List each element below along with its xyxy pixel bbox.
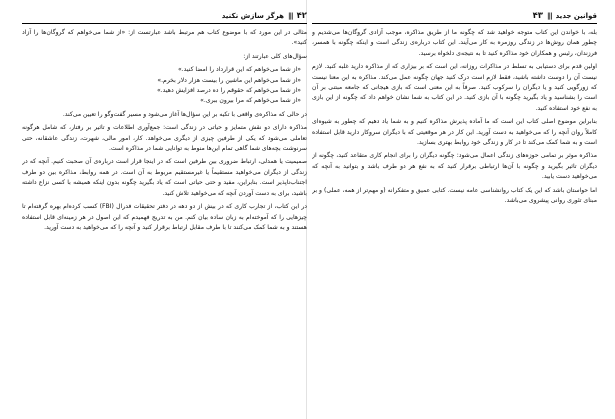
- paragraph: در حالی که مذاکره‌ی واقعی با تکیه بر این سؤال‌ها آغاز می‌شود و مسیر گفت‌وگو را تعیین می‌کند.: [62, 110, 307, 118]
- list-item: « از شما می‌خواهم که مرا بیرون ببری. »: [22, 96, 301, 106]
- paragraph: مذاکره موثر بر تمامی حوزه‌های زندگی اعمال می‌شود: چگونه دیگران را برای انجام کاری متقاعد کنید، چگونه از دیگران تاثیر بگیرید و چگونه با آن‌ها ارتباطی برقرار کنید که به نفع هر دو طرف باشد و بتوانید به آنچه که می‌خواهید دست یابید.: [312, 152, 597, 181]
- right-page-header: [312, 6, 597, 24]
- paragraph: اما حواستان باشد که این یک کتاب روانشناسی عامه نیست. کتابی عمیق و متفکرانه (و مهم‌تر از همه، عملی) و بر مبنای تئوری روانی پیشروی می‌باشد.: [312, 186, 597, 205]
- paragraph: صمیمیت یا همدلی، ارتباط ضروری بین طرفین است که در اینجا قرار است درباره‌ی آن صحبت کنیم. آنچه که در زندگی از دیگران می‌خواهید مستقیماً یا غیرمستقیم مربوط به آن است. در همه روابط، مذاکره بین دو طرف اجتناب‌ناپذیر است. بنابراین، مفید و حتی حیاتی است که یاد بگیرید چگونه بدون اینکه همیشه با کسی نزاع داشته باشید، برای به دست آوردن آنچه که می‌خواهید تلاش کنید.: [22, 158, 307, 197]
- paragraph: سؤال‌های کلی عبارتند از:: [243, 52, 307, 60]
- right-page-body: [312, 28, 597, 207]
- paragraph: بنابراین موضوع اصلی کتاب این است که ما آماده پذیرش مذاکره کنیم و به شما یاد دهیم که چطور به شیوه‌ای کاملاً روان آنچه را که می‌خواهید به دست آورید. این کار در هر موقعیتی که با دیگران سروکار دارید قابل استفاده است و به شما کمک می‌کند تا در کار و زندگی خود روابط بهتری بسازید.: [312, 118, 597, 147]
- right-page-number: ۴۳: [532, 11, 543, 21]
- left-page: [22, 0, 307, 419]
- right-page: [312, 0, 597, 419]
- question-list: [22, 65, 307, 107]
- paragraph: مثالی در این مورد که با موضوع کتاب هم مرتبط باشد عبارتست از: «از شما می‌خواهم که گروگان‌ها را آزاد کنید».: [22, 29, 307, 47]
- list-item: « از شما می‌خواهم این ماشین را بیست هزار دلار بخرم. »: [22, 76, 301, 86]
- paragraph: بله، با خواندن این کتاب متوجه خواهید شد که چگونه ما از طریق مذاکره، موجب آزادی گروگان‌ها می‌شدیم و چطور همان روش‌ها در زندگی روزمره به کار می‌آیند. این کتاب درباره‌ی زندگی است و اینکه چگونه با همسر، فرزندان، رئیس و همکاران خود مذاکره کنید تا به نتیجه‌ی دلخواه برسید.: [312, 29, 597, 57]
- header-separator: |||: [546, 12, 552, 20]
- paragraph: اولین قدم برای دستیابی به تسلط در مذاکرات روزانه، این است که بر بیزاری که از مذاکره دارید غلبه کنید. لازم نیست آن را دوست داشته باشید، فقط لازم است درک کنید جهان چگونه عمل می‌کند. مذاکره به این معنا نیست که زورگویی کنید و یا دیگران را سرکوب کنید. صرفاً به این معنی است که بازی هیجانی که جامعه مبتنی بر آن است را بشناسید و یاد بگیرید چگونه با آن بازی کنید. در این کتاب به شما نشان خواهم داد که چگونه از این بازی به نفع خود استفاده کنید.: [312, 63, 597, 112]
- left-page-header: [22, 6, 307, 24]
- list-item: « از شما می‌خواهم که حقوقم را ده درصد افزایش دهید. »: [22, 86, 301, 96]
- left-page-title: هرگز سازش نکنید: [221, 12, 284, 20]
- left-page-number: ۴۲: [296, 11, 307, 21]
- paragraph: در این کتاب، از تجارب کاری که در بیش از دو دهه در دفتر تحقیقات فدرال (FBI) کسب کرده‌ام بهره گرفته‌ام تا چیزهایی را که آموخته‌ام به زبان ساده بیان کنم. من به تدریج فهمیدم که این اصول در هر زمینه‌ای قابل استفاده هستند و به شما کمک می‌کنند تا با طرف مقابل ارتباط برقرار کنید و آنچه را که می‌خواهید به دست آورید.: [22, 203, 307, 231]
- header-separator: |||: [287, 12, 293, 20]
- right-page-title: قوانین جدید: [555, 12, 597, 20]
- list-item: « از شما می‌خواهم که این قرارداد را امضا کنید. »: [22, 65, 301, 75]
- left-page-body: [22, 28, 307, 233]
- paragraph: مذاکره دارای دو نقش متمایز و حیاتی در زندگی است: جمع‌آوری اطلاعات و تاثیر بر رفتار، که شامل هرگونه تعاملی می‌شود که یکی از طرفین چیزی از دیگری می‌خواهد. کار، امور مالی، شهرت، زندگی عاشقانه، حتی سرنوشت بچه‌های شما گاهی تمام این‌ها منوط به توانایی شما در مذاکره است.: [22, 124, 307, 153]
